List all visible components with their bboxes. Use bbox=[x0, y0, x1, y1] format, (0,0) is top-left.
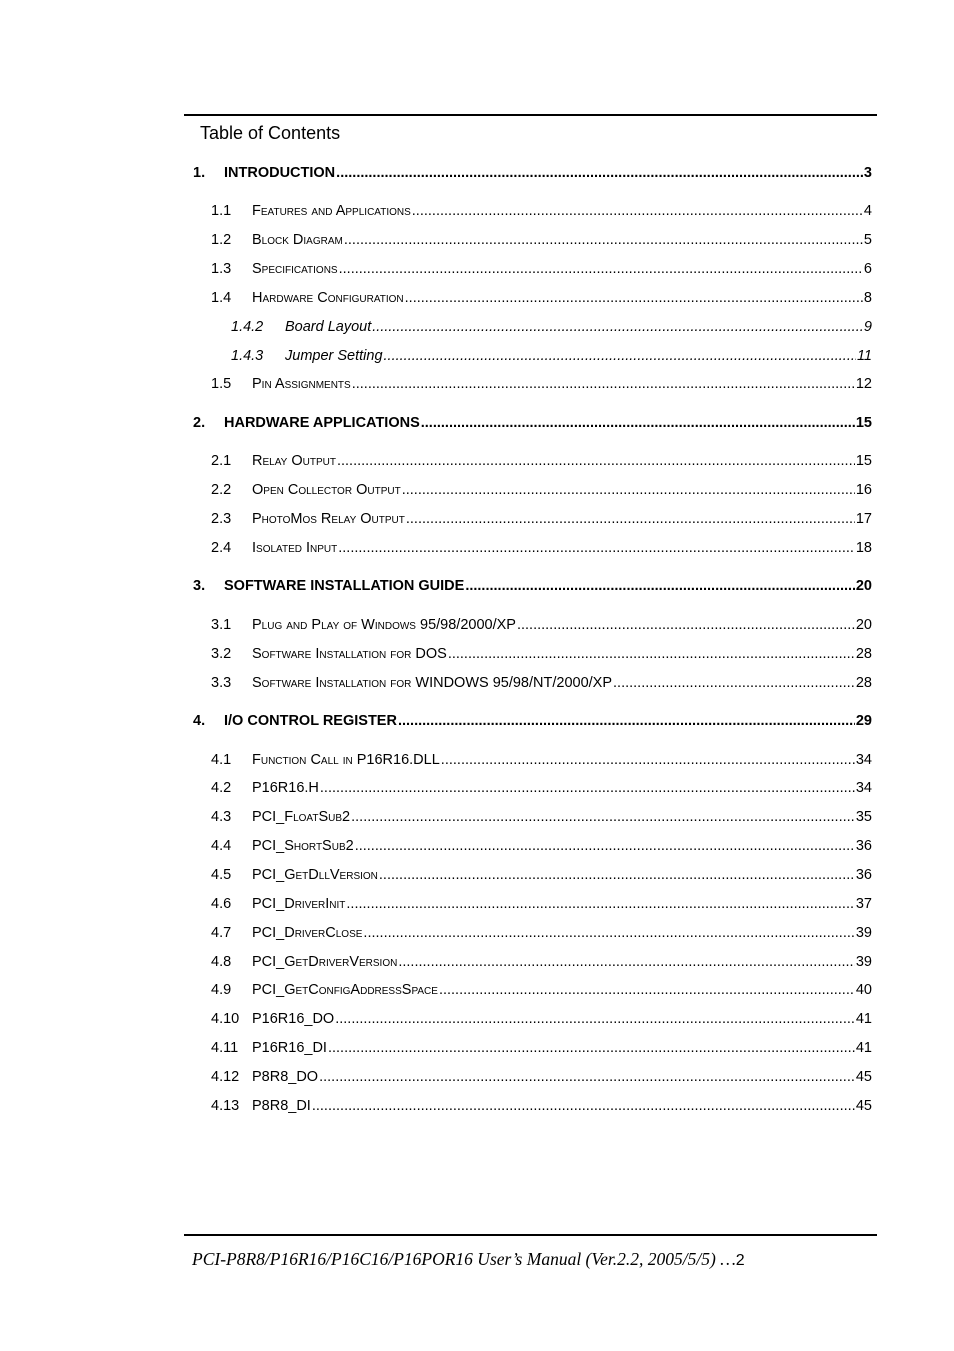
toc-entry-title: Hardware Configuration bbox=[252, 290, 404, 306]
toc-entry-1-4-3[interactable] bbox=[231, 346, 872, 366]
toc-entry-4-11[interactable] bbox=[211, 1038, 872, 1058]
toc-entry-4-2[interactable] bbox=[211, 778, 872, 798]
toc-entry-title: PCI_GetConfigAddressSpace bbox=[252, 982, 438, 998]
toc-entry-page: 28 bbox=[855, 675, 872, 691]
toc-entry-number: 4.11 bbox=[211, 1040, 239, 1056]
toc-entry-title: Isolated Input bbox=[252, 540, 338, 556]
toc-entry-page: 28 bbox=[855, 646, 872, 662]
toc-dot-leader bbox=[421, 413, 855, 433]
toc-dot-leader bbox=[346, 894, 854, 914]
toc-entry-title: PCI_GetDllVersion bbox=[252, 867, 378, 883]
toc-entry-1[interactable] bbox=[193, 163, 872, 183]
toc-entry-1-3[interactable] bbox=[211, 259, 872, 279]
toc-entry-page: 20 bbox=[855, 617, 872, 633]
toc-entry-4[interactable] bbox=[193, 711, 872, 731]
toc-entry-number: 4.1 bbox=[211, 752, 232, 768]
toc-entry-number: 4.8 bbox=[211, 954, 232, 970]
toc-entry-number: 4.9 bbox=[211, 982, 232, 998]
toc-entry-title: Software Installation for DOS bbox=[252, 646, 447, 662]
toc-entry-page: 11 bbox=[856, 348, 872, 364]
toc-dot-leader bbox=[379, 865, 855, 885]
toc-entry-number: 2.3 bbox=[211, 511, 232, 527]
toc-entry-title: Function Call in P16R16.DLL bbox=[252, 752, 440, 768]
toc-entry-page: 36 bbox=[855, 838, 872, 854]
toc-entry-number: 1.3 bbox=[211, 261, 232, 277]
toc-entry-page: 35 bbox=[855, 809, 872, 825]
toc-entry-number: 3.2 bbox=[211, 646, 232, 662]
toc-entry-page: 15 bbox=[855, 453, 872, 469]
toc-entry-title: PCI_GetDriverVersion bbox=[252, 954, 398, 970]
toc-dot-leader bbox=[405, 288, 863, 308]
toc-dot-leader bbox=[344, 230, 863, 250]
toc-entry-title: P16R16_DO bbox=[252, 1011, 335, 1027]
toc-entry-number: 2. bbox=[193, 415, 206, 431]
toc-entry-number: 2.2 bbox=[211, 482, 232, 498]
toc-entry-4-1[interactable] bbox=[211, 750, 872, 770]
toc-entry-number: 1.2 bbox=[211, 232, 232, 248]
toc-entry-title: Features and Applications bbox=[252, 203, 411, 219]
toc-entry-number: 1.4 bbox=[211, 290, 232, 306]
toc-dot-leader bbox=[337, 451, 855, 471]
toc-dot-leader bbox=[398, 711, 855, 731]
toc-dot-leader bbox=[441, 750, 855, 770]
toc-dot-leader bbox=[613, 673, 855, 693]
toc-dot-leader bbox=[319, 1067, 855, 1087]
toc-entry-1-2[interactable] bbox=[211, 230, 872, 250]
toc-entry-title: PCI_ShortSub2 bbox=[252, 838, 354, 854]
toc-entry-title: Board Layout bbox=[285, 319, 372, 335]
toc-entry-page: 39 bbox=[855, 925, 872, 941]
toc-entry-title: INTRODUCTION bbox=[224, 165, 336, 181]
toc-entry-page: 9 bbox=[863, 319, 872, 335]
toc-entry-3-1[interactable] bbox=[211, 615, 872, 635]
toc-entry-4-8[interactable] bbox=[211, 952, 872, 972]
toc-entry-title: SOFTWARE INSTALLATION GUIDE bbox=[224, 578, 465, 594]
toc-entry-title: Relay Output bbox=[252, 453, 336, 469]
toc-entry-title: PCI_FloatSub2 bbox=[252, 809, 351, 825]
toc-entry-page: 5 bbox=[863, 232, 872, 248]
toc-entry-1-5[interactable] bbox=[211, 374, 872, 394]
toc-entry-page: 41 bbox=[855, 1040, 872, 1056]
toc-entry-4-9[interactable] bbox=[211, 980, 872, 1000]
toc-entry-page: 29 bbox=[855, 713, 872, 729]
toc-entry-number: 3. bbox=[193, 578, 206, 594]
toc-dot-leader bbox=[412, 201, 863, 221]
toc-entry-number: 2.1 bbox=[211, 453, 232, 469]
toc-entry-title: Plug and Play of Windows 95/98/2000/XP bbox=[252, 617, 516, 633]
toc-entry-1-1[interactable] bbox=[211, 201, 872, 221]
toc-entry-number: 4.12 bbox=[211, 1069, 240, 1085]
toc-entry-page: 6 bbox=[863, 261, 872, 277]
toc-entry-page: 45 bbox=[855, 1098, 872, 1114]
toc-dot-leader bbox=[406, 509, 855, 529]
toc-entry-number: 3.3 bbox=[211, 675, 232, 691]
toc-entry-2-4[interactable] bbox=[211, 538, 872, 558]
toc-entry-page: 16 bbox=[855, 482, 872, 498]
toc-dot-leader bbox=[320, 778, 855, 798]
toc-dot-leader bbox=[355, 836, 855, 856]
toc-entry-3-3[interactable] bbox=[211, 673, 872, 693]
toc-entry-title: I/O CONTROL REGISTER bbox=[224, 713, 397, 729]
toc-entry-title: Jumper Setting bbox=[285, 348, 383, 364]
toc-entry-title: Pin Assignments bbox=[252, 376, 351, 392]
toc-dot-leader bbox=[384, 346, 856, 366]
toc-dot-leader bbox=[338, 538, 855, 558]
toc-entry-number: 4. bbox=[193, 713, 206, 729]
toc-dot-leader bbox=[363, 923, 854, 943]
toc-dot-leader bbox=[352, 374, 855, 394]
toc-dot-leader bbox=[448, 644, 855, 664]
toc-entry-number: 3.1 bbox=[211, 617, 232, 633]
toc-entry-title: P8R8_DI bbox=[252, 1098, 311, 1114]
toc-entry-page: 4 bbox=[863, 203, 872, 219]
toc-entry-page: 18 bbox=[855, 540, 872, 556]
toc-entry-number: 1.1 bbox=[211, 203, 232, 219]
toc-entry-page: 45 bbox=[855, 1069, 872, 1085]
toc-entry-title: Block Diagram bbox=[252, 232, 343, 248]
toc-entry-page: 3 bbox=[863, 165, 872, 181]
toc-entry-1-4[interactable] bbox=[211, 288, 872, 308]
toc-entry-number: 2.4 bbox=[211, 540, 232, 556]
toc-entry-number: 1.5 bbox=[211, 376, 232, 392]
toc-entry-number: 4.13 bbox=[211, 1098, 240, 1114]
toc-entry-page: 12 bbox=[855, 376, 872, 392]
page-footer bbox=[192, 1248, 745, 1272]
toc-entry-title: PhotoMos Relay Output bbox=[252, 511, 405, 527]
toc-entry-number: 4.4 bbox=[211, 838, 232, 854]
toc-dot-leader bbox=[351, 807, 855, 827]
toc-entry-4-10[interactable] bbox=[211, 1009, 872, 1029]
toc-entry-4-4[interactable] bbox=[211, 836, 872, 856]
toc-dot-leader bbox=[372, 317, 863, 337]
toc-dot-leader bbox=[336, 163, 863, 183]
toc-entry-number: 4.3 bbox=[211, 809, 232, 825]
toc-entry-page: 8 bbox=[863, 290, 872, 306]
toc-entry-number: 4.7 bbox=[211, 925, 232, 941]
toc-entry-number: 1.4.2 bbox=[231, 319, 264, 335]
toc-entry-number: 1.4.3 bbox=[231, 348, 264, 364]
header-rule bbox=[184, 114, 877, 116]
toc-dot-leader bbox=[398, 952, 855, 972]
toc-entry-4-6[interactable] bbox=[211, 894, 872, 914]
toc-dot-leader bbox=[517, 615, 855, 635]
toc-dot-leader bbox=[328, 1038, 855, 1058]
toc-entry-2-2[interactable] bbox=[211, 480, 872, 500]
toc-entry-page: 17 bbox=[855, 511, 872, 527]
toc-title: Table of Contents bbox=[200, 123, 341, 143]
toc-dot-leader bbox=[312, 1096, 855, 1116]
toc-entry-page: 37 bbox=[855, 896, 872, 912]
toc-entry-number: 4.2 bbox=[211, 780, 232, 796]
toc-entry-2[interactable] bbox=[193, 413, 872, 433]
toc-entry-3[interactable] bbox=[193, 576, 872, 596]
toc-entry-title: P16R16.H bbox=[252, 780, 319, 796]
toc-entry-page: 34 bbox=[855, 780, 872, 796]
toc-entry-title: PCI_DriverClose bbox=[252, 925, 363, 941]
toc-entry-number: 4.10 bbox=[211, 1011, 240, 1027]
toc-entry-page: 41 bbox=[855, 1011, 872, 1027]
toc-entry-title: Specifications bbox=[252, 261, 338, 277]
toc-entry-title: Software Installation for WINDOWS 95/98/NT/2000/XP bbox=[252, 675, 613, 691]
toc-entry-number: 4.6 bbox=[211, 896, 232, 912]
footer-text: PCI-P8R8/P16R16/P16C16/P16POR16 User’s Manual (Ver.2.2, 2005/5/5) … bbox=[192, 1249, 736, 1269]
toc-entry-page: 39 bbox=[855, 954, 872, 970]
toc-entry-4-3[interactable] bbox=[211, 807, 872, 827]
toc-dot-leader bbox=[439, 980, 855, 1000]
toc-dot-leader bbox=[402, 480, 855, 500]
toc-entry-3-2[interactable] bbox=[211, 644, 872, 664]
toc-entry-page: 15 bbox=[855, 415, 872, 431]
toc-entry-4-5[interactable] bbox=[211, 865, 872, 885]
toc-entry-2-1[interactable] bbox=[211, 451, 872, 471]
footer-page-number: 2 bbox=[735, 1252, 745, 1269]
toc-entry-title: HARDWARE APPLICATIONS bbox=[224, 415, 420, 431]
toc-entry-number: 4.5 bbox=[211, 867, 232, 883]
toc-entry-4-12[interactable] bbox=[211, 1067, 872, 1087]
toc-entry-2-3[interactable] bbox=[211, 509, 872, 529]
toc-entry-page: 20 bbox=[855, 578, 872, 594]
toc-entry-page: 34 bbox=[855, 752, 872, 768]
toc-entry-1-4-2[interactable] bbox=[231, 317, 872, 337]
toc-dot-leader bbox=[339, 259, 863, 279]
toc-entry-title: PCI_DriverInit bbox=[252, 896, 346, 912]
toc-entry-4-7[interactable] bbox=[211, 923, 872, 943]
toc-entry-number: 1. bbox=[193, 165, 206, 181]
toc-dot-leader bbox=[465, 576, 855, 596]
toc-entry-title: P16R16_DI bbox=[252, 1040, 327, 1056]
toc-entry-title: P8R8_DO bbox=[252, 1069, 319, 1085]
toc-entry-4-13[interactable] bbox=[211, 1096, 872, 1116]
toc-dot-leader bbox=[335, 1009, 855, 1029]
toc-entry-title: Open Collector Output bbox=[252, 482, 401, 498]
toc-entry-page: 40 bbox=[855, 982, 872, 998]
footer-rule bbox=[184, 1234, 877, 1236]
toc-entry-page: 36 bbox=[855, 867, 872, 883]
